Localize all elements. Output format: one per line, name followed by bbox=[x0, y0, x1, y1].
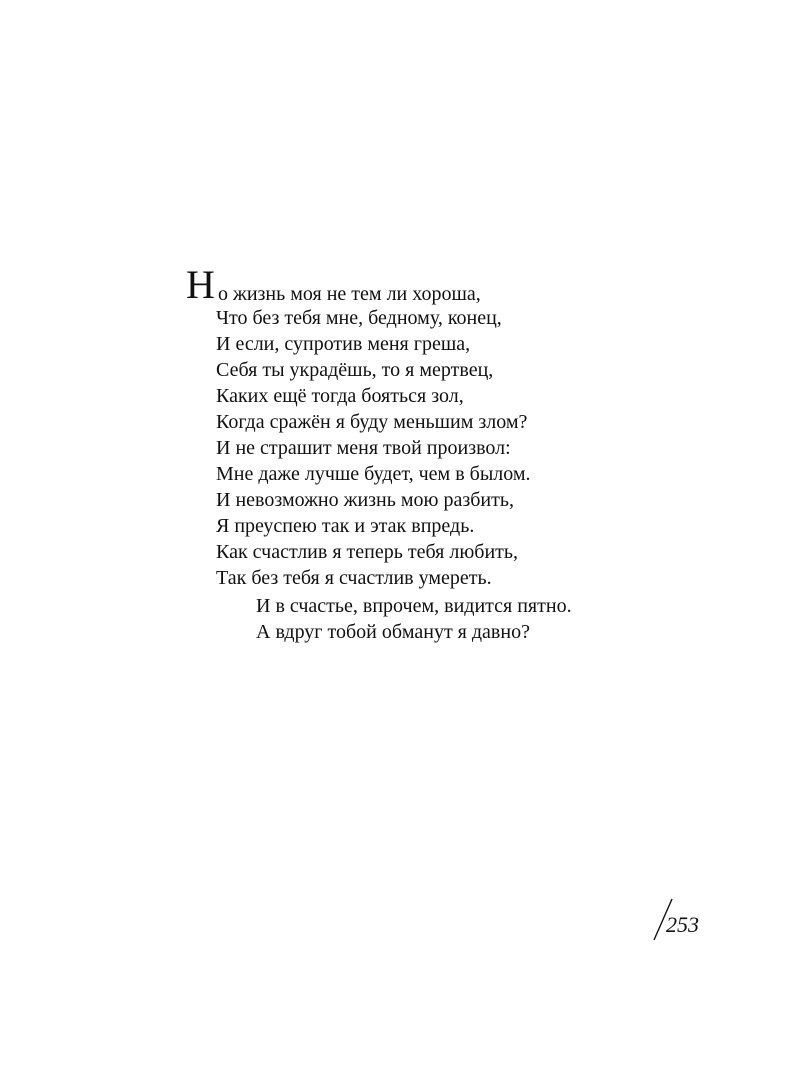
poem-line: Себя ты украдёшь, то я мертвец, bbox=[216, 359, 494, 381]
poem-line: Что без тебя мне, бедному, конец, bbox=[216, 307, 502, 329]
poem bbox=[186, 262, 746, 643]
couplet-line: А вдруг тобой обманут я давно? bbox=[256, 621, 530, 643]
page-number bbox=[652, 898, 712, 942]
poem-line: Каких ещё тогда бояться зол, bbox=[216, 385, 464, 407]
drop-cap: Н bbox=[186, 262, 215, 307]
couplet-line: И в счастье, впрочем, видится пятно. bbox=[256, 595, 572, 617]
page-number-text: 253 bbox=[666, 912, 699, 937]
poem-line: Как счастлив я теперь тебя любить, bbox=[216, 541, 519, 563]
poem-first-line bbox=[186, 262, 746, 307]
poem-line: Я преуспею так и этак впредь. bbox=[216, 515, 475, 537]
poem-line: И невозможно жизнь мою разбить, bbox=[216, 489, 514, 511]
poem-line: Мне даже лучше будет, чем в былом. bbox=[216, 463, 531, 485]
poem-line: Когда сражён я буду меньшим злом? bbox=[216, 411, 528, 433]
poem-line: Так без тебя я счастлив умереть. bbox=[216, 567, 492, 589]
poem-line: И не страшит меня твой произвол: bbox=[216, 437, 511, 459]
poem-line: о жизнь моя не тем ли хороша, bbox=[218, 283, 481, 305]
poem-line: И если, супротив меня греша, bbox=[216, 333, 471, 355]
